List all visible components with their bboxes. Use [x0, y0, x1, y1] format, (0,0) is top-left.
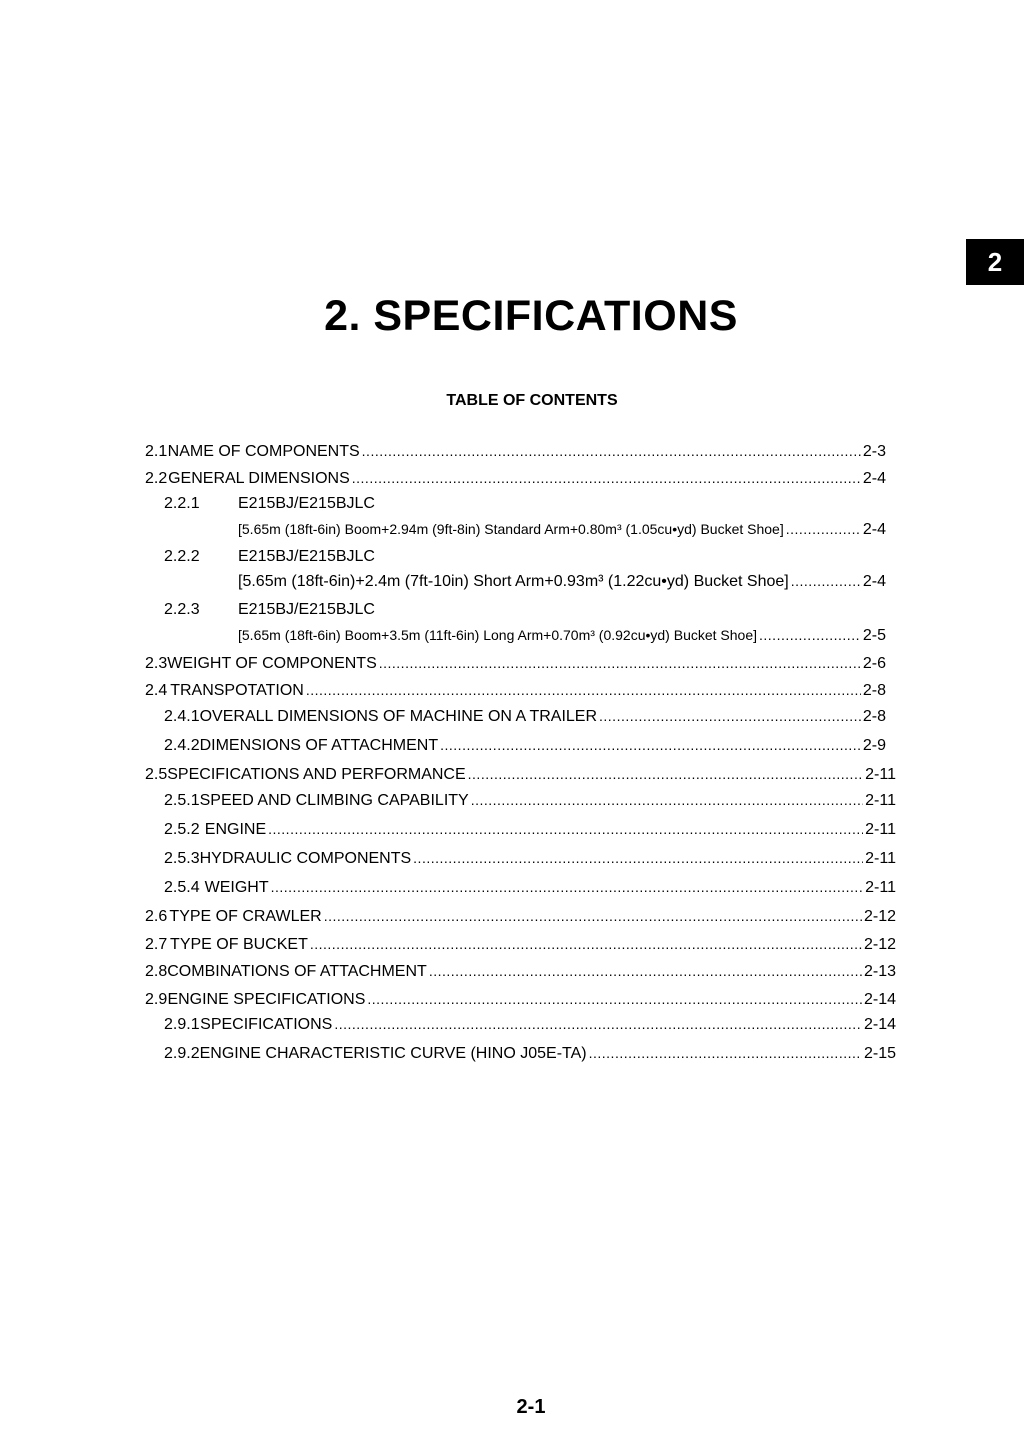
toc-entry-title: E215BJ/E215BJLC: [238, 548, 375, 565]
dot-leader: [599, 706, 861, 726]
chapter-title: 2. SPECIFICATIONS: [324, 292, 738, 340]
dot-leader: [268, 819, 863, 839]
dot-leader: [759, 625, 861, 645]
toc-entry-title: E215BJ/E215BJLC: [238, 495, 375, 512]
toc-entry-page: 2-4: [862, 470, 886, 487]
dot-leader: [379, 653, 861, 673]
toc-entry-subtitle: [5.65m (18ft-6in) Boom+2.94m (9ft-8in) Standard Arm+0.80m³ (1.05cu•yd) Bucket Shoe]: [238, 521, 784, 537]
toc-entry-title: SPECIFICATIONS: [200, 1016, 333, 1033]
toc-entry-number: 2.9: [145, 991, 168, 1008]
toc-entry-subtitle: [5.65m (18ft-6in)+2.4m (7ft-10in) Short Arm+0.93m³ (1.22cu•yd) Bucket Shoe]: [238, 573, 789, 590]
toc-entry-title: HYDRAULIC COMPONENTS: [199, 850, 412, 867]
toc-entry-number: 2.2.1: [164, 495, 200, 512]
toc-entry-subtitle: [5.65m (18ft-6in) Boom+3.5m (11ft-6in) Long Arm+0.70m³ (0.92cu•yd) Bucket Shoe]: [238, 627, 758, 643]
toc-entry-page: 2-12: [863, 936, 896, 953]
toc-entry-number: 2.5: [145, 766, 168, 783]
toc-entry-number: 2.9.2: [164, 1045, 200, 1062]
dot-leader: [791, 571, 861, 591]
toc-entry-page: 2-11: [865, 879, 896, 896]
toc-entry-number: 2.4.1: [164, 708, 200, 725]
toc-entry-title: OVERALL DIMENSIONS OF MACHINE ON A TRAILER: [199, 708, 598, 725]
toc-entry-title: NAME OF COMPONENTS: [167, 443, 360, 460]
toc-entry-2-8[interactable]: [145, 961, 896, 982]
toc-entry-title: E215BJ/E215BJLC: [238, 601, 375, 618]
toc-entry-number: 2.2.3: [164, 601, 200, 618]
toc-entry-2-5-3[interactable]: [164, 848, 896, 869]
toc-entry-2-9[interactable]: [145, 989, 896, 1010]
toc-entry-page: 2-13: [863, 963, 896, 980]
toc-entry-number: 2.2.2: [164, 548, 200, 565]
toc-entry-2-2-2[interactable]: [164, 547, 886, 567]
toc-entry-2-6[interactable]: [145, 906, 896, 927]
toc-entry-2-2-1[interactable]: [164, 494, 886, 514]
page-number: 2-1: [516, 1396, 546, 1418]
toc-entry-2-2-3-detail[interactable]: [238, 625, 886, 646]
dot-leader: [786, 519, 861, 539]
toc-entry-page: 2-11: [865, 766, 896, 783]
toc-entry-page: 2-15: [863, 1045, 896, 1062]
toc-heading: TABLE OF CONTENTS: [446, 392, 618, 409]
dot-leader: [310, 934, 862, 954]
dot-leader: [471, 790, 863, 810]
toc-entry-page: 2-11: [865, 850, 896, 867]
dot-leader: [352, 468, 861, 488]
toc-entry-2-9-2[interactable]: [164, 1043, 896, 1064]
toc-entry-2-7[interactable]: [145, 934, 896, 955]
chapter-tab: 2: [966, 239, 1024, 285]
toc-entry-page: 2-5: [862, 627, 886, 644]
toc-entry-title: ENGINE SPECIFICATIONS: [167, 991, 366, 1008]
toc-entry-number: 2.5.3: [164, 850, 200, 867]
toc-entry-2-1[interactable]: [145, 441, 886, 462]
toc-entry-number: 2.4.2: [164, 737, 200, 754]
toc-entry-page: 2-3: [862, 443, 886, 460]
dot-leader: [271, 877, 864, 897]
toc-entry-number: 2.5.4: [164, 879, 200, 896]
toc-entry-2-5-1[interactable]: [164, 790, 896, 811]
toc-entry-2-5-4[interactable]: [164, 877, 896, 898]
toc-entry-page: 2-9: [862, 737, 886, 754]
toc-entry-2-2[interactable]: [145, 468, 886, 489]
dot-leader: [589, 1043, 862, 1063]
dot-leader: [367, 989, 862, 1009]
toc-entry-title: DIMENSIONS OF ATTACHMENT: [199, 737, 439, 754]
dot-leader: [324, 906, 862, 926]
toc-entry-title: ENGINE: [204, 821, 267, 838]
dot-leader: [413, 848, 863, 868]
toc-entry-number: 2.6: [145, 908, 168, 925]
dot-leader: [440, 735, 861, 755]
toc-entry-page: 2-8: [862, 682, 886, 699]
toc-entry-page: 2-6: [862, 655, 886, 672]
toc-entry-number: 2.5.1: [164, 792, 200, 809]
toc-entry-title: GENERAL DIMENSIONS: [168, 470, 350, 487]
toc-entry-number: 2.5.2: [164, 821, 200, 838]
toc-entry-title: WEIGHT OF COMPONENTS: [167, 655, 377, 672]
toc-entry-2-5[interactable]: [145, 764, 896, 785]
toc-entry-2-2-3[interactable]: [164, 600, 886, 620]
dot-leader: [468, 764, 864, 784]
toc-entry-2-4-2[interactable]: [164, 735, 886, 756]
toc-entry-page: 2-4: [862, 573, 886, 590]
toc-entry-number: 2.9.1: [164, 1016, 200, 1033]
dot-leader: [334, 1014, 862, 1034]
toc-entry-number: 2.1: [145, 443, 168, 460]
dot-leader: [362, 441, 861, 461]
toc-entry-2-2-2-detail[interactable]: [238, 571, 886, 592]
toc-entry-title: TYPE OF CRAWLER: [169, 908, 322, 925]
toc-entry-title: TRANSPOTATION: [170, 682, 304, 699]
toc-entry-page: 2-12: [863, 908, 896, 925]
dot-leader: [306, 680, 861, 700]
toc-entry-2-5-2[interactable]: [164, 819, 896, 840]
dot-leader: [429, 961, 862, 981]
toc-entry-2-4-1[interactable]: [164, 706, 886, 727]
toc-entry-title: COMBINATIONS OF ATTACHMENT: [167, 963, 427, 980]
toc-entry-title: SPEED AND CLIMBING CAPABILITY: [199, 792, 469, 809]
toc-entry-2-3[interactable]: [145, 653, 886, 674]
toc-entry-2-2-1-detail[interactable]: [238, 519, 886, 540]
toc-entry-page: 2-11: [865, 821, 896, 838]
toc-entry-page: 2-14: [863, 1016, 896, 1033]
toc-entry-page: 2-11: [865, 792, 896, 809]
toc-entry-page: 2-4: [862, 521, 886, 538]
toc-entry-number: 2.3: [145, 655, 168, 672]
toc-entry-number: 2.2: [145, 470, 168, 487]
toc-entry-2-4[interactable]: [145, 680, 886, 701]
toc-entry-page: 2-8: [862, 708, 886, 725]
toc-entry-title: TYPE OF BUCKET: [170, 936, 308, 953]
toc-entry-title: ENGINE CHARACTERISTIC CURVE (HINO J05E-TA): [199, 1045, 587, 1062]
toc-entry-title: SPECIFICATIONS AND PERFORMANCE: [167, 766, 466, 783]
toc-entry-number: 2.7: [145, 936, 168, 953]
toc-entry-number: 2.4: [145, 682, 168, 699]
toc-entry-2-9-1[interactable]: [164, 1014, 896, 1035]
toc-entry-number: 2.8: [145, 963, 168, 980]
toc-entry-title: WEIGHT: [204, 879, 269, 896]
toc-entry-page: 2-14: [863, 991, 896, 1008]
